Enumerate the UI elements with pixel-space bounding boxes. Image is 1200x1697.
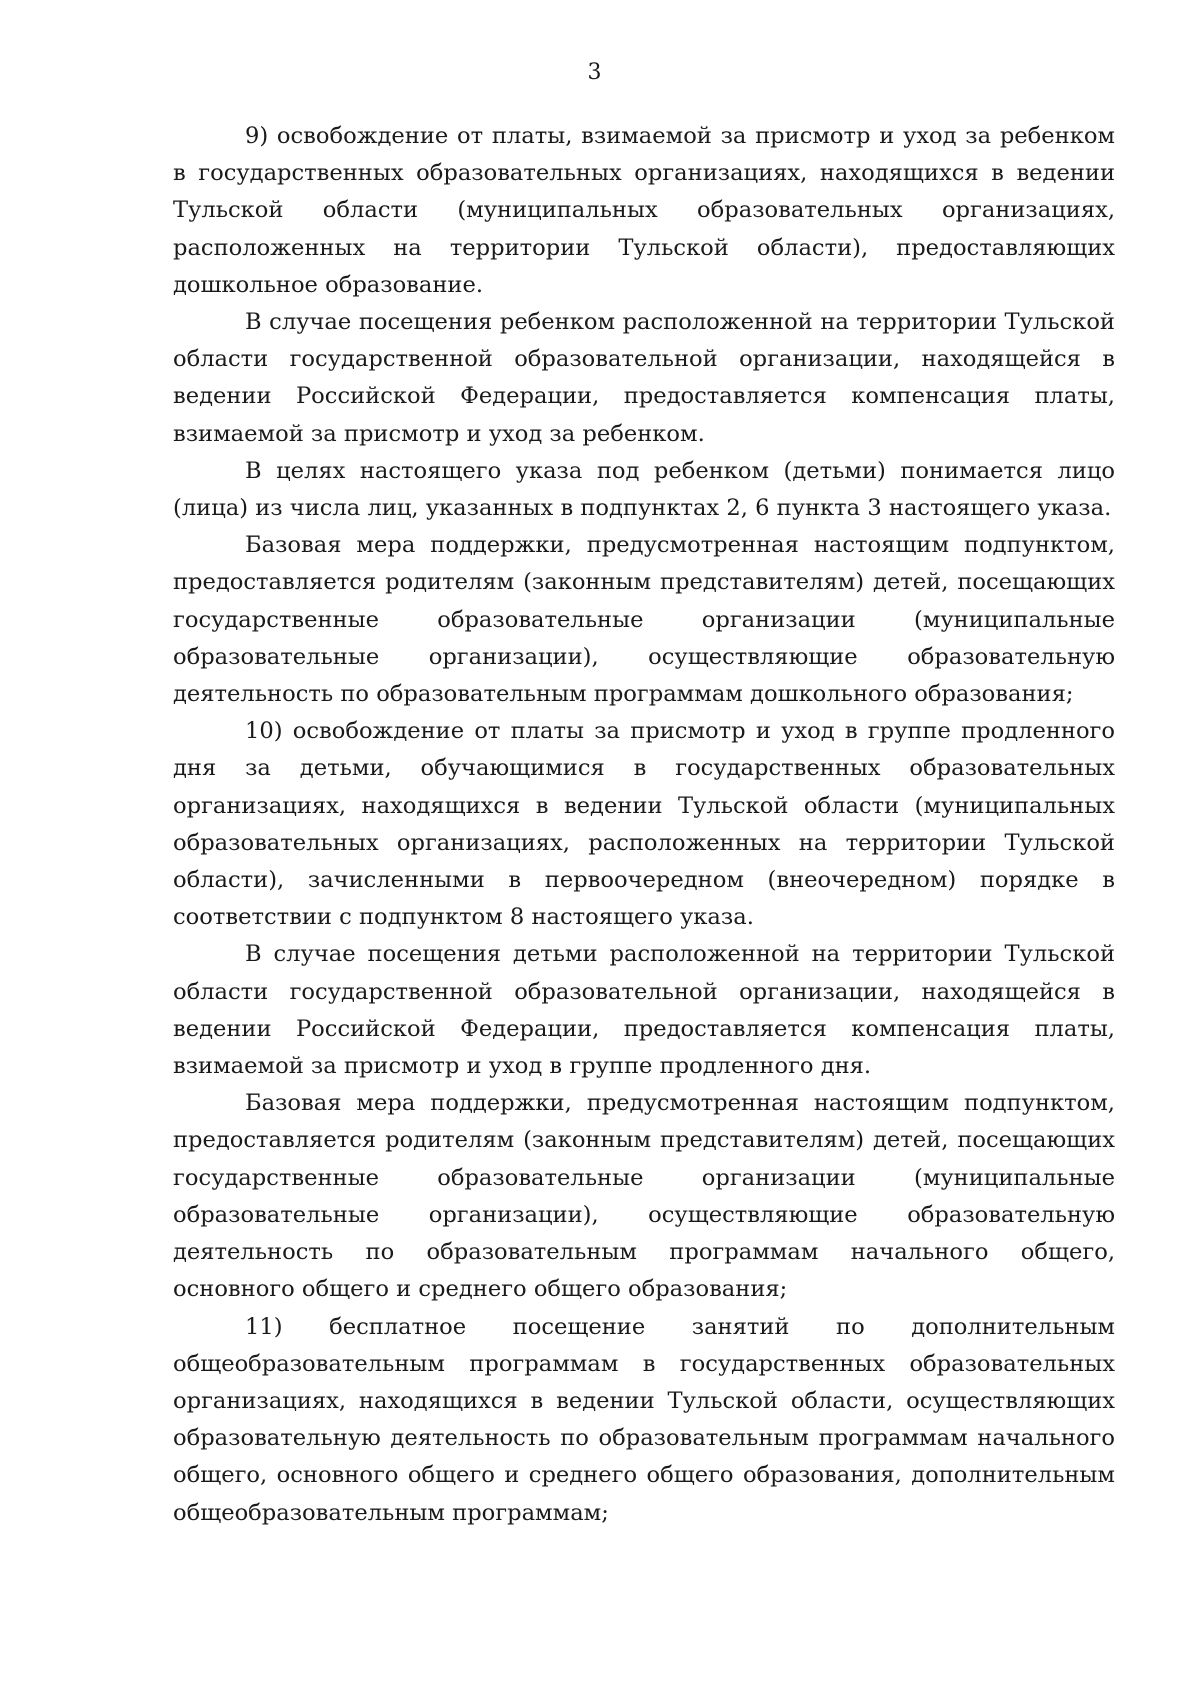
paragraph-compensation-child: В случае посещения ребенком расположенной на территории Тульской области государственной образовательной организации, находящейся в ведении Российской Федерации, предоставляется компенсация платы, взимаемой за присмотр и уход за ребенком. — [173, 309, 1115, 447]
paragraph-support-preschool: Базовая мера поддержки, предусмотренная настоящим подпунктом, предоставляется родителям (законным представителям) детей, посещающих государственные образовательные организации (муниципальные образовательные организации), осуществляющие образовательную деятельность по образовательным программам дошкольного образования; — [173, 532, 1115, 708]
paragraph-item-11: 11) бесплатное посещение занятий по дополнительным общеобразовательным программам в государственных образовательных организациях, находящихся в ведении Тульской области, осуществляющих образовательную деятельность по образовательным программам начального общего, основного общего и среднего общего образования, дополнительным общеобразовательным программам; — [173, 1313, 1115, 1526]
paragraph-item-9: 9) освобождение от платы, взимаемой за присмотр и уход за ребенком в государственных образовательных организациях, находящихся в ведении Тульской области (муниципальных образовательных организациях, расположенных на территории Тульской области), предоставляющих дошкольное образование. — [173, 123, 1115, 298]
paragraph-item-10: 10) освобождение от платы за присмотр и уход в группе продленного дня за детьми, обучающимися в государственных образовательных организациях, находящихся в ведении Тульской области (муниципальных образовательных организациях, расположенных на территории Тульской области), зачисленными в первоочередном (внеочередном) порядке в соответствии с подпунктом 8 настоящего указа. — [173, 718, 1115, 931]
paragraph-support-school: Базовая мера поддержки, предусмотренная настоящим подпунктом, предоставляется родителям (законным представителям) детей, посещающих государственные образовательные организации (муниципальные образовательные организации), осуществляющие образовательную деятельность по образовательным программам начального общего, основного общего и среднего общего образования; — [173, 1090, 1115, 1303]
page-number: 3 — [587, 60, 602, 85]
paragraph-compensation-extended-day: В случае посещения детьми расположенной на территории Тульской области государственной образовательной организации, находящейся в ведении Российской Федерации, предоставляется компенсация платы, взимаемой за присмотр и уход в группе продленного дня. — [173, 941, 1115, 1080]
document-body — [173, 118, 1115, 1532]
paragraph-child-definition: В целях настоящего указа под ребенком (детьми) понимается лицо (лица) из числа лиц, указанных в подпунктах 2, 6 пункта 3 настоящего указа. — [173, 457, 1115, 522]
